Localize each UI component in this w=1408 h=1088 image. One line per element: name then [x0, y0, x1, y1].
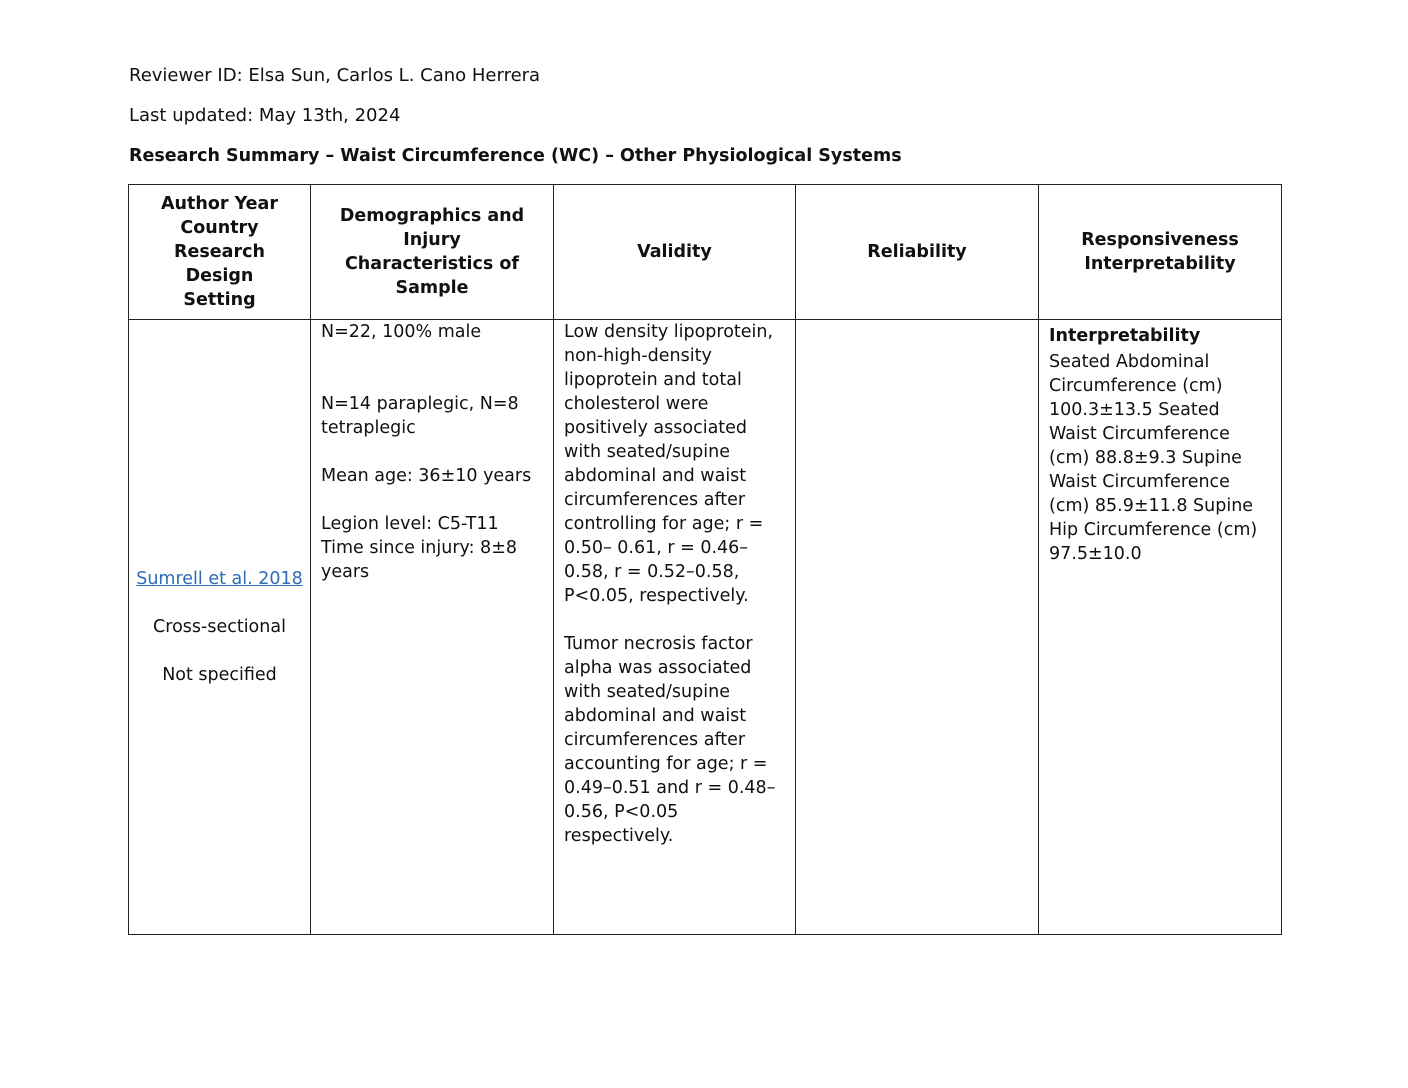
- header-validity: [554, 185, 796, 320]
- interpretability-label: Interpretability: [1049, 326, 1201, 346]
- header-line: Country: [180, 218, 259, 238]
- header-author-year: [129, 185, 311, 320]
- table-row: [129, 320, 1282, 935]
- validity-paragraph: Low density lipoprotein, non-high-density lipoprotein and total cholesterol were positively associated with seated/supine abdominal and waist circumferences after controlling for age; r = 0.50– 0.61, r = 0.46–0.58, r = 0.52–0.58, P<0.05, respectively.: [564, 322, 774, 606]
- validity-paragraph: Tumor necrosis factor alpha was associated with seated/supine abdominal and waist circumferences after accounting for age; r = 0.49–0.51 and r = 0.48–0.56, P<0.05 respectively.: [564, 634, 776, 846]
- cell-reliability: [796, 320, 1039, 935]
- header-line: Setting: [183, 290, 256, 310]
- header-line: Characteristics of: [344, 254, 520, 274]
- demographics-time-since-injury: Time since injury: 8±8 years: [321, 538, 517, 582]
- demographics-age: Mean age: 36±10 years: [321, 466, 532, 486]
- header-responsiveness: [1039, 185, 1282, 320]
- header-line: Responsiveness: [1081, 230, 1239, 250]
- research-design: Cross-sectional: [153, 617, 286, 637]
- header-line: Design: [185, 266, 254, 286]
- header-line: Injury: [403, 230, 461, 250]
- header-line: Research: [174, 242, 265, 262]
- page-title: Research Summary – Waist Circumference (WC) – Other Physiological Systems: [129, 146, 902, 166]
- cell-author: [129, 320, 311, 935]
- author-link[interactable]: Sumrell et al. 2018: [136, 569, 303, 589]
- cell-demographics: [311, 320, 554, 935]
- cell-interpretability: [1039, 320, 1282, 935]
- header-line: Sample: [395, 278, 469, 298]
- header-line: Reliability: [867, 242, 967, 262]
- demographics-lesion-level: Legion level: C5-T11: [321, 514, 499, 534]
- header-line: Author Year: [161, 194, 278, 214]
- demographics-sample: N=22, 100% male: [321, 322, 482, 342]
- reviewer-id: Reviewer ID: Elsa Sun, Carlos L. Cano Herrera: [129, 65, 541, 86]
- header-reliability: [796, 185, 1039, 320]
- header-line: Validity: [637, 242, 712, 262]
- research-summary-table: [128, 184, 1282, 935]
- interpretability-text: Seated Abdominal Circumference (cm) 100.3±13.5 Seated Waist Circumference (cm) 88.8±9.3 Supine Waist Circumference (cm) 85.9±11.8 Supine Hip Circumference (cm) 97.5±10.0: [1049, 352, 1258, 564]
- setting: Not specified: [162, 665, 277, 685]
- demographics-injury-type: N=14 paraplegic, N=8 tetraplegic: [321, 394, 519, 438]
- table-header-row: [129, 185, 1282, 320]
- header-line: Demographics and: [339, 206, 525, 226]
- header-demographics: [311, 185, 554, 320]
- header-line: Interpretability: [1084, 254, 1236, 274]
- last-updated: Last updated: May 13th, 2024: [129, 105, 401, 126]
- cell-validity: [554, 320, 796, 935]
